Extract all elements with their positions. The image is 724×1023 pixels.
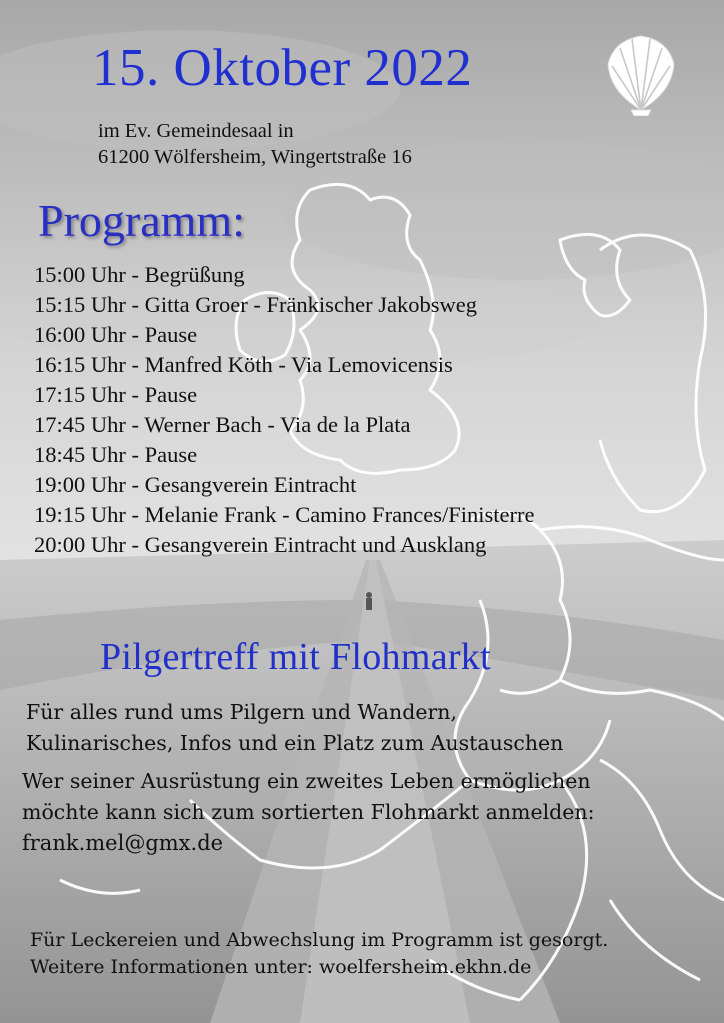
footer-line-1: Für Leckereien und Abwechslung im Programm ist gesorgt. [30, 929, 609, 951]
footer-line-2: Weitere Informationen unter: woelfersheim.ekhn.de [30, 956, 532, 978]
venue-line-2: 61200 Wölfersheim, Wingertstraße 16 [98, 146, 412, 168]
scallop-shell-icon [604, 30, 678, 116]
schedule-item: 15:15 Uhr - Gitta Groer - Fränkischer Jakobsweg [34, 292, 478, 317]
description-line-1: Für alles rund ums Pilgern und Wandern, [26, 700, 457, 724]
schedule-item: 15:00 Uhr - Begrüßung [34, 262, 245, 287]
schedule-item: 20:00 Uhr - Gesangverein Eintracht und Ausklang [34, 532, 487, 557]
schedule-item: 16:00 Uhr - Pause [34, 322, 198, 347]
description-line-2: Kulinarisches, Infos und ein Platz zum Austauschen [26, 731, 564, 755]
schedule-item: 17:15 Uhr - Pause [34, 382, 198, 407]
fleamarket-description [26, 697, 563, 759]
registration-line-1: Wer seiner Ausrüstung ein zweites Leben ermöglichen [22, 769, 591, 793]
registration-line-2: möchte kann sich zum sortierten Flohmarkt anmelden: [22, 800, 595, 824]
contact-email[interactable]: frank.mel@gmx.de [22, 831, 224, 855]
schedule-item: 19:15 Uhr - Melanie Frank - Camino Frances/Finisterre [34, 502, 535, 527]
program-heading: Programm: [38, 195, 245, 246]
venue-line-1: im Ev. Gemeindesaal in [98, 120, 294, 142]
footer-info [30, 927, 608, 981]
fleamarket-heading: Pilgertreff mit Flohmarkt [100, 636, 491, 678]
schedule-item: 19:00 Uhr - Gesangverein Eintracht [34, 472, 357, 497]
schedule-item: 17:45 Uhr - Werner Bach - Via de la Plata [34, 412, 411, 437]
venue-address [98, 118, 412, 170]
schedule-item: 18:45 Uhr - Pause [34, 442, 198, 467]
event-date: 15. Oktober 2022 [92, 39, 473, 97]
fleamarket-registration [22, 766, 595, 859]
schedule-item: 16:15 Uhr - Manfred Köth - Via Lemovicensis [34, 352, 453, 377]
program-schedule [34, 260, 535, 560]
